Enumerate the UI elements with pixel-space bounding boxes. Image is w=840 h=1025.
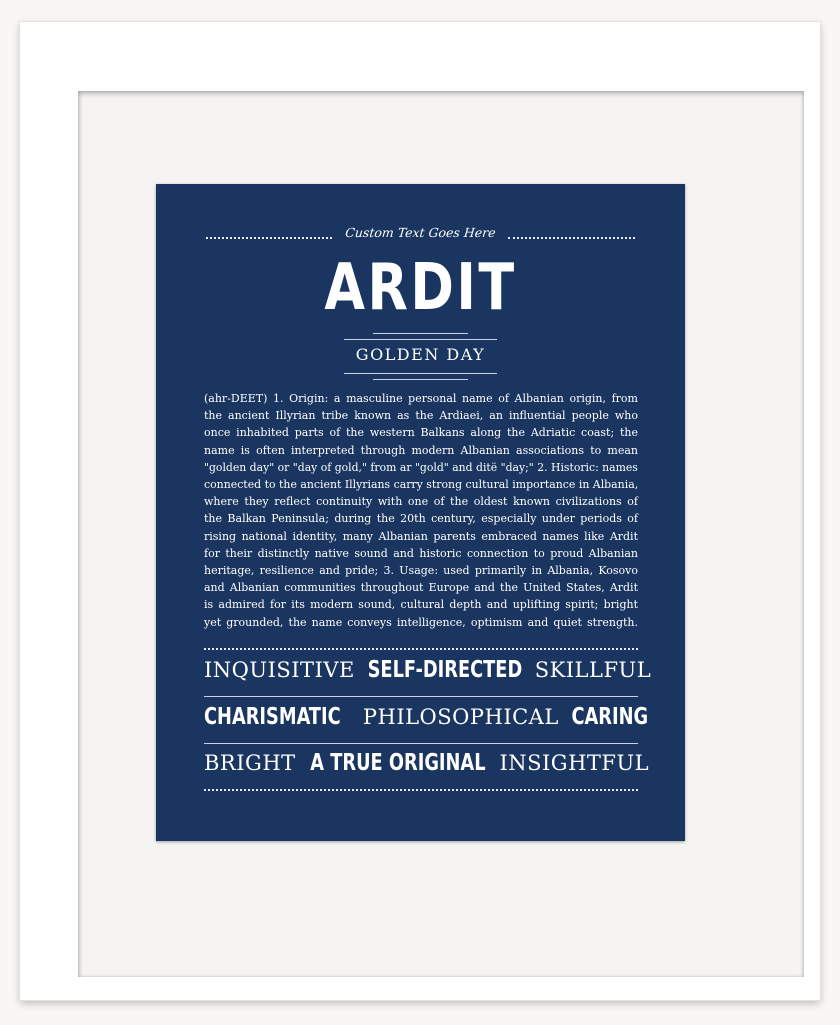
definition-line: yet grounded, the name conveys intelligence, optimism and quiet strength. (204, 615, 638, 629)
trait-word: CHARISMATIC (204, 704, 341, 730)
name-underline-rule (373, 333, 468, 334)
name-definition (204, 390, 638, 631)
traits-row-1 (204, 657, 652, 691)
definition-line: for their distinctly native sound and historic connection to proud Albanian (204, 546, 638, 560)
trait-word: BRIGHT (204, 751, 296, 775)
definition-line: name is often interpreted through modern Albanian associations to mean (204, 443, 638, 457)
custom-text: Custom Text Goes Here (344, 225, 497, 240)
name-print (156, 184, 685, 841)
traits-separator-2 (204, 743, 638, 744)
definition-line: once inhabited parts of the western Balkans along the Adriatic coast; the (204, 426, 638, 440)
name-title: ARDIT (324, 251, 517, 325)
definition-line: connected to the ancient Illyrians carry strong cultural importance in Albania, (204, 478, 639, 492)
trait-word: INQUISITIVE (204, 658, 355, 682)
definition-line: heritage, resilience and pride; 3. Usage: used primarily in Albania, Kosovo (204, 564, 638, 578)
traits-row-2 (204, 704, 648, 738)
definition-line: the ancient Illyrian tribe known as the Ardiaei, an influential people who (204, 409, 638, 423)
definition-line: rising national identity, many Albanian parents embraced names like Ardit (204, 529, 638, 543)
meaning-underline-rule-2 (373, 379, 468, 380)
traits-bottom-dotted-rule (204, 789, 638, 791)
trait-word: INSIGHTFUL (499, 751, 650, 775)
name-underline-rule-2 (344, 339, 497, 340)
name-meaning: GOLDEN DAY (355, 345, 486, 364)
trait-word: CARING (571, 704, 648, 730)
trait-word: SELF-DIRECTED (367, 657, 523, 683)
definition-line: where they reflect continuity with one of the oldest known civilizations of (204, 495, 638, 509)
meaning-underline-rule (344, 373, 497, 374)
definition-line: (ahr-DEET) 1. Origin: a masculine personal name of Albanian origin, from (204, 392, 638, 405)
trait-word: PHILOSOPHICAL (362, 705, 559, 729)
trait-word: SKILLFUL (534, 658, 652, 682)
definition-line: and Albanian communities throughout Europe and the United States, Ardit (204, 581, 638, 595)
trait-word: A TRUE ORIGINAL (309, 750, 486, 776)
definition-line: the Balkan Peninsula; during the 20th century, especially under periods of (204, 512, 638, 526)
traits-row-3 (204, 750, 650, 784)
definition-bottom-dotted-rule (204, 648, 638, 650)
definition-line: is admired for its modern sound, cultural depth and uplifting spirit; bright (204, 598, 638, 612)
definition-line: "golden day" or "day of gold," from ar "gold" and ditë "day;" 2. Historic: names (204, 460, 638, 474)
traits-separator-1 (204, 696, 638, 697)
